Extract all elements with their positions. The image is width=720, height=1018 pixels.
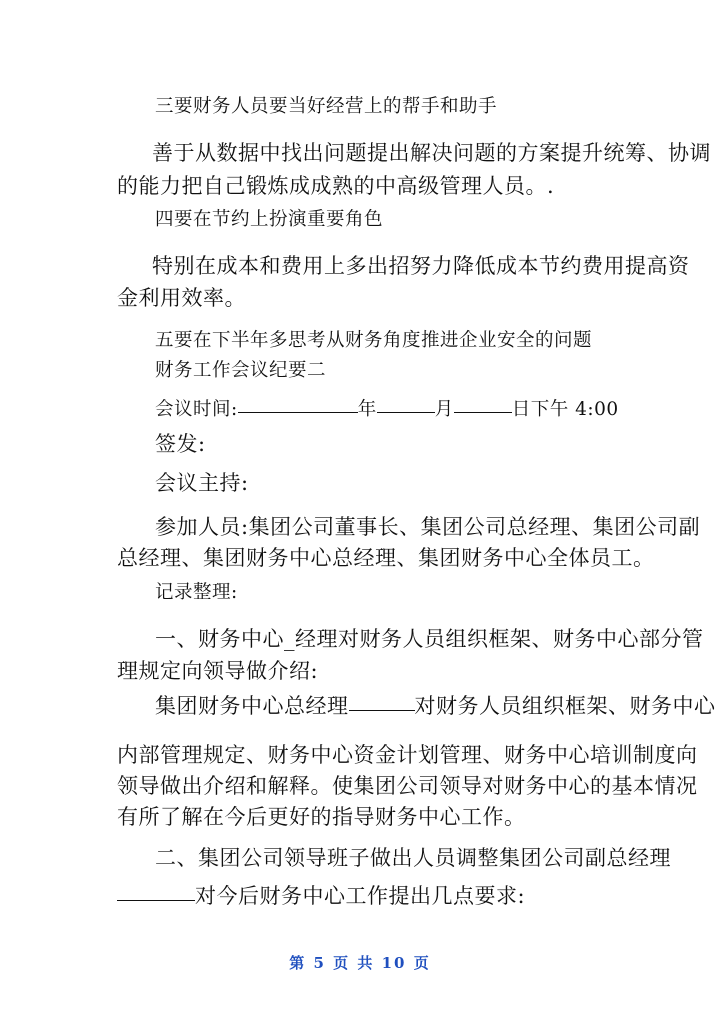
recorder-label: 记录整理: <box>155 582 238 603</box>
paragraph-line: 特别在成本和费用上多出招努力降低成本节约费用提高资 <box>152 254 690 278</box>
blank-underline <box>377 411 435 413</box>
paragraph-line: 理规定向领导做介绍: <box>117 659 319 683</box>
blank-underline <box>238 411 358 413</box>
paragraph-line: 的能力把自己锻炼成成熟的中高级管理人员。. <box>117 174 555 198</box>
meeting-time-day: 日下午 4:00 <box>511 399 619 420</box>
paragraph-line: 三要财务人员要当好经营上的帮手和助手 <box>155 96 498 117</box>
paragraph-line: 金利用效率。 <box>117 286 246 310</box>
sign-label: 签发: <box>155 432 206 456</box>
paragraph-line: 领导做出介绍和解释。使集团公司领导对财务中心的基本情况 <box>117 774 698 798</box>
text-segment: 对财务人员组织框架、财务中心 <box>414 694 716 718</box>
paragraph-line: 参加人员:集团公司董事长、集团公司总经理、集团公司副 <box>155 515 701 539</box>
paragraph-line <box>117 880 525 910</box>
meeting-time-year: 年 <box>357 399 377 420</box>
blank-underline <box>349 709 415 711</box>
paragraph-line: 善于从数据中找出问题提出解决问题的方案提升统筹、协调 <box>152 141 711 165</box>
text-segment: 集团财务中心总经理 <box>155 694 349 718</box>
paragraph-line: 内部管理规定、财务中心资金计划管理、财务中心培训制度向 <box>117 743 698 767</box>
document-title: 财务工作会议纪要二 <box>155 360 327 381</box>
section-heading: 四要在节约上扮演重要角色 <box>155 209 384 230</box>
meeting-time-month: 月 <box>434 399 454 420</box>
meeting-time-label: 会议时间: <box>155 399 238 420</box>
meeting-time-line <box>155 395 619 421</box>
paragraph-line <box>155 690 716 720</box>
blank-underline <box>117 899 195 901</box>
section-heading: 五要在下半年多思考从财务角度推进企业安全的问题 <box>155 330 593 351</box>
page-number: 第 5 页 共 10 页 <box>289 954 431 972</box>
paragraph-line: 有所了解在今后更好的指导财务中心工作。 <box>117 805 526 829</box>
paragraph-line: 二、集团公司领导班子做出人员调整集团公司副总经理 <box>155 846 671 870</box>
host-label: 会议主持: <box>155 471 249 495</box>
blank-underline <box>454 411 512 413</box>
paragraph-line: 一、财务中心_经理对财务人员组织框架、财务中心部分管 <box>155 627 704 651</box>
text-segment: 对今后财务中心工作提出几点要求: <box>195 884 526 908</box>
paragraph-line: 总经理、集团财务中心总经理、集团财务中心全体员工。 <box>117 546 655 570</box>
